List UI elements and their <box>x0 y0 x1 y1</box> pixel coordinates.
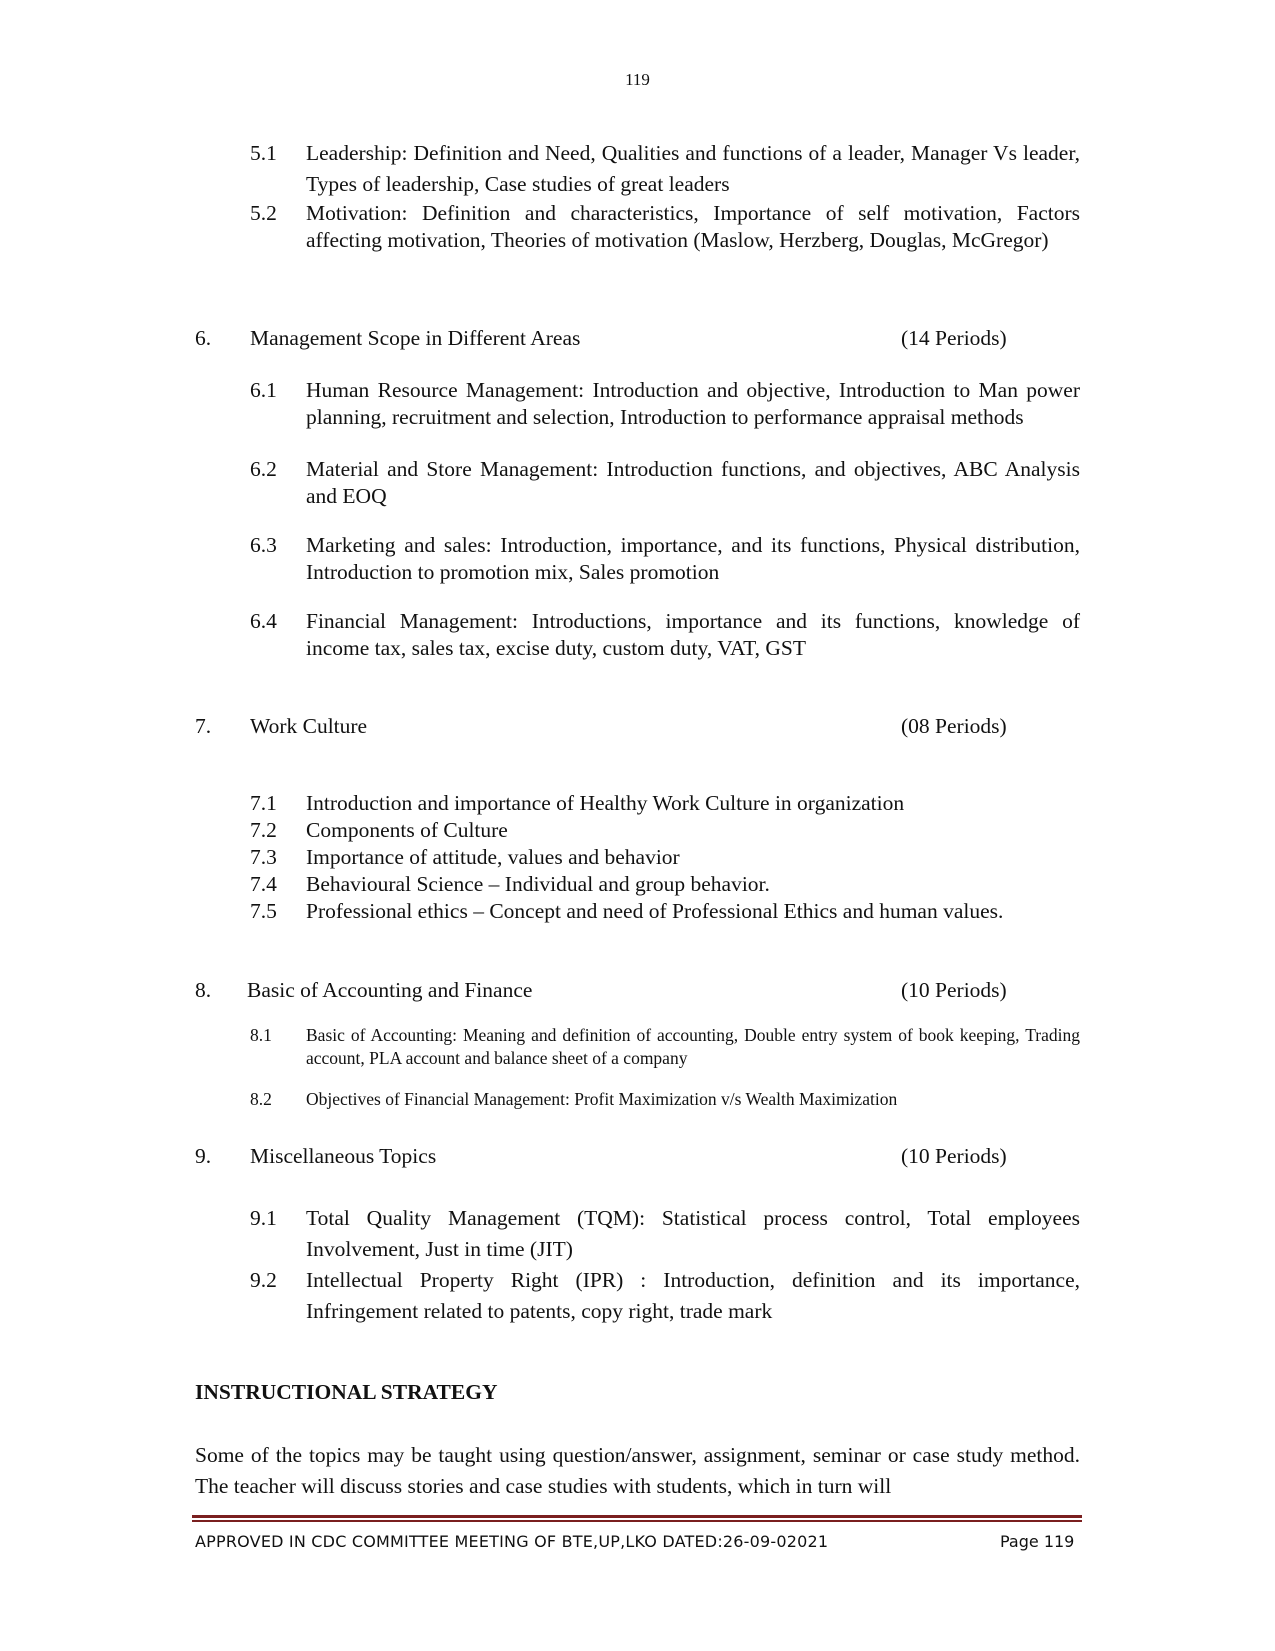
list-item-6-1 <box>250 377 1080 431</box>
item-text: Objectives of Financial Management: Profit Maximization v/s Wealth Maximization <box>306 1089 898 1109</box>
list-item-7-2 <box>250 817 1080 844</box>
section-number: 9. <box>195 1144 212 1168</box>
item-text: Motivation: Definition and characteristics, Importance of self motivation, Factors affecting motivation, Theories of motivation (Maslow, Herzberg, Douglas, McGregor) <box>306 201 1080 252</box>
item-text: Human Resource Management: Introduction and objective, Introduction to Man power planning, recruitment and selection, Introduction to performance appraisal methods <box>306 378 1080 429</box>
section-title: Work Culture <box>250 714 368 738</box>
page-number: 119 <box>625 70 650 89</box>
list-item-7-1 <box>250 790 1080 817</box>
list-item-7-5 <box>250 898 1020 925</box>
item-number: 6.1 <box>250 378 277 402</box>
item-text: Leadership: Definition and Need, Qualities and functions of a leader, Manager Vs leader, Types of leadership, Case studies of great leaders <box>306 141 1080 196</box>
list-item-8-1 <box>250 1024 1080 1070</box>
section-title: Management Scope in Different Areas <box>250 326 581 350</box>
item-number: 6.3 <box>250 533 277 557</box>
section-number: 6. <box>195 326 212 350</box>
section-periods: (10 Periods) <box>901 1144 1007 1168</box>
section-periods: (08 Periods) <box>901 714 1007 738</box>
item-number: 6.2 <box>250 457 277 481</box>
list-item-7-4 <box>250 871 1080 898</box>
item-text: Marketing and sales: Introduction, importance, and its functions, Physical distribution, Introduction to promotion mix, Sales promotion <box>306 533 1080 584</box>
list-item-5-2 <box>250 200 1080 254</box>
item-number: 8.1 <box>250 1025 272 1045</box>
item-number: 9.1 <box>250 1206 277 1230</box>
item-number: 5.1 <box>250 141 277 165</box>
item-text: Total Quality Management (TQM): Statistical process control, Total employees Involvement, Just in time (JIT) <box>306 1206 1080 1261</box>
item-number: 5.2 <box>250 201 277 225</box>
item-text: Behavioural Science – Individual and group behavior. <box>306 872 770 896</box>
item-text: Intellectual Property Right (IPR) : Introduction, definition and its importance, Infringement related to patents, copy right, trade mark <box>306 1268 1080 1323</box>
footer-approval-text: APPROVED IN CDC COMMITTEE MEETING OF BTE,UP,LKO DATED:26-09-02021 <box>195 1532 829 1551</box>
section-title: Miscellaneous Topics <box>250 1144 437 1168</box>
list-item-8-2 <box>250 1088 1080 1111</box>
item-number: 7.3 <box>250 845 277 869</box>
item-text: Introduction and importance of Healthy Work Culture in organization <box>306 791 905 815</box>
item-number: 7.2 <box>250 818 277 842</box>
item-text: Basic of Accounting: Meaning and definition of accounting, Double entry system of book keeping, Trading account, PLA account and balance sheet of a company <box>306 1025 1080 1068</box>
section-periods: (14 Periods) <box>901 326 1007 350</box>
item-number: 7.1 <box>250 791 277 815</box>
section-number: 8. <box>195 978 212 1002</box>
item-number: 9.2 <box>250 1268 277 1292</box>
item-number: 8.2 <box>250 1089 272 1109</box>
item-number: 6.4 <box>250 609 277 633</box>
list-item-7-3 <box>250 844 1080 871</box>
instructional-strategy-heading: INSTRUCTIONAL STRATEGY <box>195 1380 498 1404</box>
list-item-9-2 <box>250 1265 1080 1327</box>
list-item-6-4 <box>250 608 1080 662</box>
section-number: 7. <box>195 714 212 738</box>
list-item-6-2 <box>250 456 1080 510</box>
item-text: Components of Culture <box>306 818 508 842</box>
footer-page-label: Page 119 <box>1000 1532 1075 1551</box>
list-item-6-3 <box>250 532 1080 586</box>
section-periods: (10 Periods) <box>901 978 1007 1002</box>
list-item-5-1 <box>250 138 1080 200</box>
footer-divider <box>192 1515 1082 1524</box>
list-item-9-1 <box>250 1203 1080 1265</box>
item-number: 7.4 <box>250 872 277 896</box>
section-title: Basic of Accounting and Finance <box>247 978 533 1002</box>
item-text: Material and Store Management: Introduction functions, and objectives, ABC Analysis and EOQ <box>306 457 1080 508</box>
item-text: Importance of attitude, values and behavior <box>306 845 680 869</box>
item-number: 7.5 <box>250 899 277 923</box>
instructional-strategy-paragraph: Some of the topics may be taught using question/answer, assignment, seminar or case study method. The teacher will discuss stories and case studies with students, which in turn will <box>195 1443 1080 1498</box>
item-text: Financial Management: Introductions, importance and its functions, knowledge of income tax, sales tax, excise duty, custom duty, VAT, GST <box>306 609 1080 660</box>
item-text: Professional ethics – Concept and need of Professional Ethics and human values. <box>306 899 1004 923</box>
